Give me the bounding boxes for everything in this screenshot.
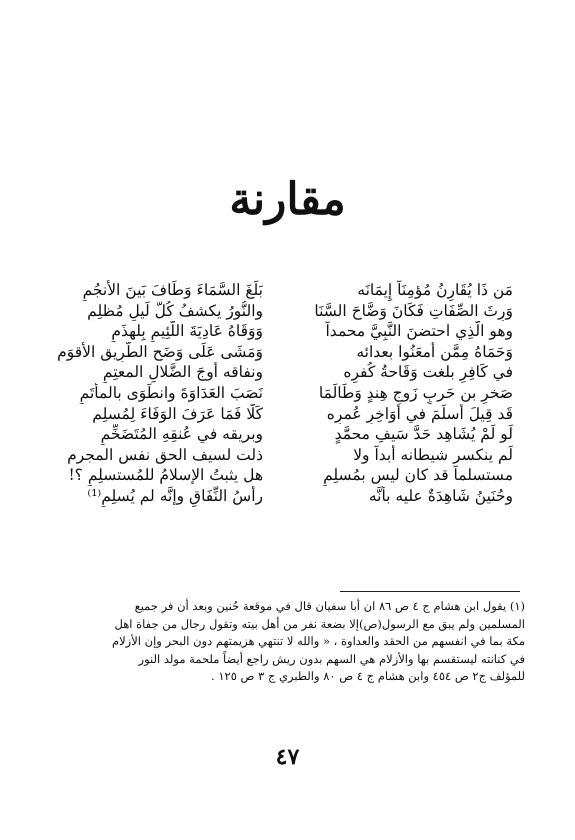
verse-line: لَو لَمْ يُشَاهِد حَدَّ سَيفِ محمَّدٍ [334, 425, 513, 444]
poem-left-column [23, 280, 263, 507]
footnote [55, 598, 525, 686]
verse-line: وَوَقَاهُ عَادِيَةَ اللَّئِيمِ بِلهذَمِ [111, 322, 263, 341]
page-number: ٤٧ [275, 744, 300, 770]
footnote-line: في كنانته ليستقسم بها والأزلام هي السهم بدون ريش راجع أيضاً ملحمة مولد النور [138, 651, 525, 666]
verse-line: صَخرٍ بن حَربٍ زَوجِ هِندٍ وَطَالَمَا [318, 383, 513, 402]
verse-line: وَحَمَاهُ مِمَّن أمعَنُوا بعدائه [356, 342, 513, 361]
verse-line: والنُّورُ يكشفُ كُلَّ لَيلٍ مُظلِمِ [87, 301, 263, 320]
verse-line: كَلَّا فَمَا عَرَفَ الوَفَاءَ لِمُسلِمِ [92, 404, 263, 423]
footnote-line: (١) يقول ابن هشام ج ٤ ص ٨٦ ان أبا سفيان قال في موقعة حُنين وبعد أن فر جميع [134, 599, 525, 613]
verse-line: وحُنَينُ شَاهِدَةٌ عليه بأَنَّه [368, 486, 513, 505]
page-title: مقارنة [229, 174, 346, 225]
verse-line: مَن ذَا يُقَارِنُ مُؤمِنَاً إِيمَانَه [357, 281, 513, 299]
verse-line: وهو الَّذِي احتضنَ النَّبِيَّ محمداً [325, 322, 513, 341]
verse-line: ذلت لسيف الحق نفس المجرمِ [67, 445, 263, 464]
footnote-line: مكة بما في انفسهم من الحقد والعداوة ، « والله لا تنتهي هزيمتهم دون البحر وإن الأزلام [111, 634, 525, 648]
footnote-line: للمؤلف ج٢ ص ٤٥٤ وابن هشام ج ٤ ص ٨٠ والطبري ج ٣ ص ١٢٥ . [211, 669, 525, 683]
verse-line: بَلَغَ السَّمَاءَ وَطَافَ بَينَ الأَنجُمِ [82, 281, 263, 299]
verse-line: هل يثبتُ الإسلامُ للمُستسلِمِ ؟! [68, 466, 263, 485]
verse-line: وبريقه في عُنقِهِ المُتَضَخِّمِ [100, 425, 263, 444]
verse-line: وَمَشَى عَلَى وَضَحِ الطَّرِيقِ الأقوَمِ [57, 342, 263, 361]
verse-line: قَد قِيلَ أَسلَمَ في أَوَاخِرِ عُمرِه [326, 404, 513, 423]
verse-line: نَصَبَ العَدَاوَةَ وانطَوَى بالمأتَمِ [79, 383, 263, 402]
verse-line: مستسلماً قد كان ليس بمُسلِمٍ [323, 466, 513, 485]
verse-line: لَم ينكسر شيطانه أبداً ولا [353, 445, 513, 464]
footnote-divider [340, 591, 520, 592]
verse-line: في كَافِرٍ بلغت وَقَاحةُ كُفرِه [343, 363, 513, 382]
verse-line: رأسُ النِّفَاقِ وإنَّه لم يُسلِمِ⁽¹⁾ [87, 486, 263, 505]
verse-line: ونفاقه أوجَ الضَّلالِ المعتِمِ [102, 363, 263, 382]
footnote-line: المسلمين ولم يبق مع الرسول(ص)إلا بضعة نفر من أهل بيته وتقول رجال من جفاة اهل [114, 616, 525, 631]
poem-right-column [275, 280, 513, 507]
verse-line: وَرِثَ الصِّفَاتِ فَكَانَ وَضَّاحَ السَّنَا [314, 301, 513, 320]
